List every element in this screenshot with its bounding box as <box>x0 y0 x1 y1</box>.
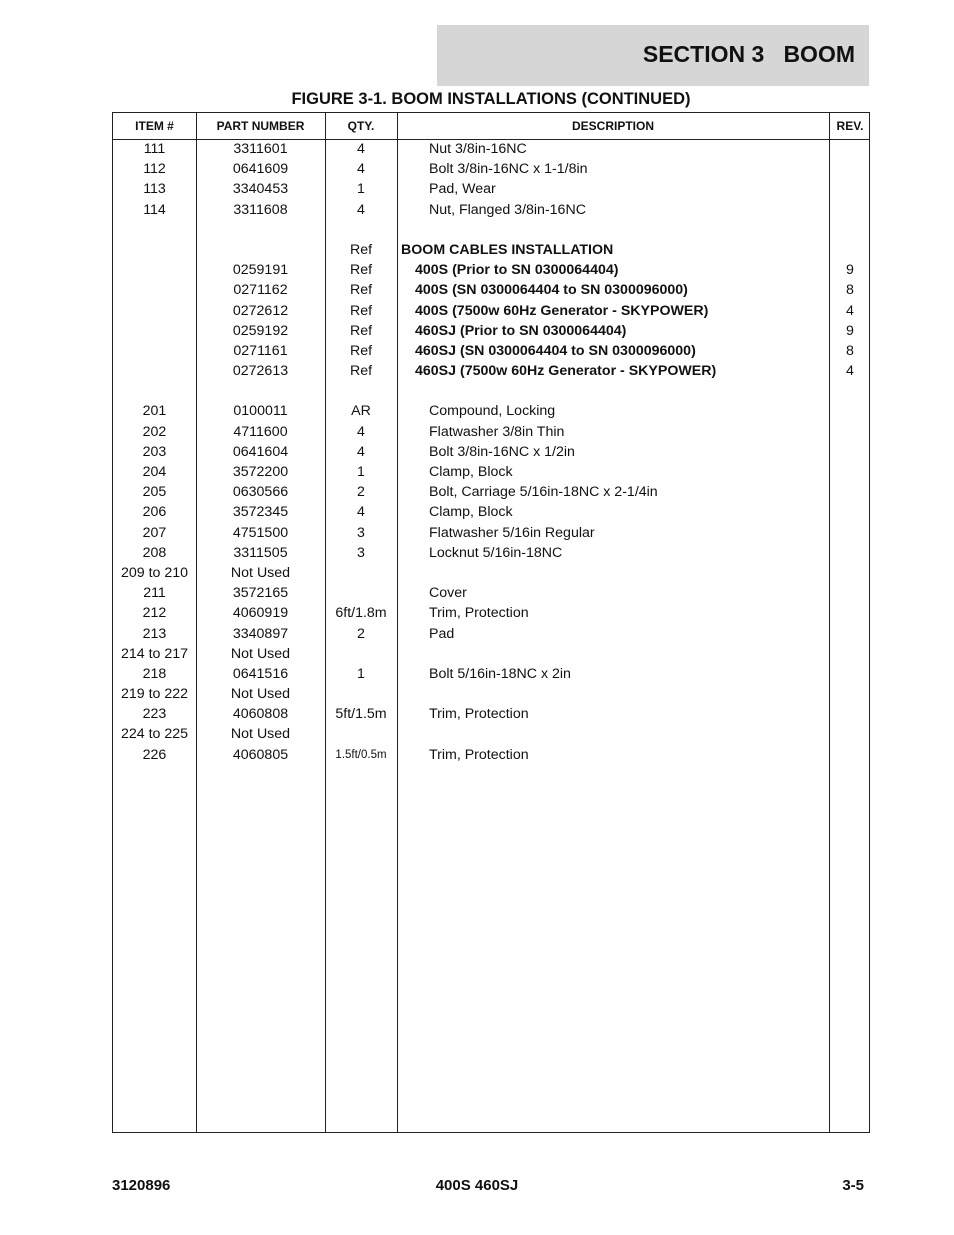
cell-qty: 3 <box>357 524 365 541</box>
section-header-band <box>437 25 869 86</box>
cell-qty: 1 <box>357 665 365 682</box>
column-header-item: ITEM # <box>135 119 174 133</box>
table-row <box>113 402 869 422</box>
cell-qty: 4 <box>357 504 365 521</box>
table-row <box>113 604 869 624</box>
cell-qty: 1 <box>357 181 365 198</box>
cell-part-number: 0271162 <box>233 282 288 299</box>
cell-description: Nut 3/8in-16NC <box>429 141 527 157</box>
cell-description: Clamp, Block <box>429 504 513 521</box>
cell-part-number: 3340897 <box>232 625 289 642</box>
table-row <box>113 140 869 160</box>
cell-part-number: 3311505 <box>233 544 288 561</box>
cell-rev: 9 <box>846 262 854 279</box>
table-row <box>113 584 869 604</box>
table-row <box>113 160 869 180</box>
cell-part-number: 0630566 <box>232 484 289 501</box>
cell-part-number: 4060805 <box>232 746 289 763</box>
cell-part-number: 0259192 <box>232 322 289 339</box>
cell-part-number: Not Used <box>230 726 291 743</box>
cell-qty: 5ft/1.5m <box>335 706 387 723</box>
table-row <box>113 362 869 382</box>
cell-part-number: 3340453 <box>232 181 289 198</box>
cell-part-number: 4060919 <box>232 605 289 622</box>
cell-item: 218 <box>142 665 167 682</box>
cell-description: Flatwasher 5/16in Regular <box>429 524 595 541</box>
cell-item: 219 to 222 <box>120 686 189 703</box>
cell-part-number: 3572200 <box>232 464 289 480</box>
cell-part-number: 3572165 <box>232 585 289 602</box>
table-row <box>113 322 869 342</box>
table-row <box>113 423 869 443</box>
cell-qty: Ref <box>349 342 373 359</box>
cell-qty: 2 <box>357 625 365 642</box>
cell-rev: 8 <box>846 282 854 299</box>
cell-item: 113 <box>143 181 166 198</box>
cell-part-number: 3572345 <box>232 504 289 521</box>
cell-qty: 1 <box>357 464 365 480</box>
cell-part-number: 0100011 <box>233 403 288 420</box>
cell-qty: 4 <box>357 443 365 460</box>
table-row <box>113 302 869 322</box>
cell-qty: Ref <box>349 322 373 339</box>
column-header-rev: REV. <box>836 119 864 133</box>
table-row <box>113 443 869 463</box>
cell-part-number: 0641604 <box>232 443 289 460</box>
cell-description: Pad <box>429 625 455 642</box>
cell-description: Locknut 5/16in-18NC <box>429 544 563 561</box>
table-row <box>113 483 869 503</box>
table-row <box>113 241 869 261</box>
cell-description: 460SJ (SN 0300064404 to SN 0300096000) <box>415 342 696 359</box>
cell-description: Bolt 3/8in-16NC x 1/2in <box>429 443 575 460</box>
cell-rev: 8 <box>846 342 854 359</box>
table-row <box>113 685 869 705</box>
cell-description: Bolt 3/8in-16NC x 1-1/8in <box>429 161 588 178</box>
table-row <box>113 665 869 685</box>
cell-description: 400S (Prior to SN 0300064404) <box>415 262 619 279</box>
cell-item: 211 <box>143 585 166 602</box>
cell-rev: 9 <box>846 322 854 339</box>
table-row <box>113 201 869 221</box>
table-row <box>113 746 869 766</box>
cell-description: 460SJ (Prior to SN 0300064404) <box>415 322 627 339</box>
cell-part-number: 4711600 <box>233 423 288 440</box>
cell-description: Cover <box>429 585 467 602</box>
cell-item: 111 <box>143 141 166 157</box>
table-row <box>113 645 869 665</box>
cell-part-number: 0272613 <box>232 363 289 380</box>
cell-item: 114 <box>143 201 166 218</box>
cell-part-number: 0641609 <box>232 161 289 178</box>
parts-table <box>112 112 870 1133</box>
table-row <box>113 625 869 645</box>
table-row <box>113 261 869 281</box>
cell-qty: 3 <box>357 544 365 561</box>
cell-item: 206 <box>142 504 167 521</box>
cell-item: 201 <box>142 403 167 420</box>
cell-part-number: 3311601 <box>233 141 288 157</box>
cell-qty: 1.5ft/0.5m <box>335 748 387 761</box>
cell-item: 214 to 217 <box>120 645 189 662</box>
table-row <box>113 564 869 584</box>
cell-description: Compound, Locking <box>429 403 556 420</box>
cell-part-number: Not Used <box>230 686 291 703</box>
cell-description: Trim, Protection <box>429 706 529 723</box>
column-header-qty: QTY. <box>347 119 375 133</box>
cell-item: 226 <box>142 746 167 763</box>
cell-qty: Ref <box>349 262 373 279</box>
cell-rev: 4 <box>846 363 854 380</box>
column-header-description: DESCRIPTION <box>571 119 654 133</box>
cell-part-number: 3311608 <box>233 201 288 218</box>
cell-description: Flatwasher 3/8in Thin <box>429 423 565 440</box>
cell-qty: Ref <box>349 282 373 299</box>
table-row <box>113 281 869 301</box>
cell-part-number: 4751500 <box>232 524 289 541</box>
footer-model: 400S 460SJ <box>435 1177 519 1194</box>
cell-qty: AR <box>351 403 371 420</box>
column-header-part-number: PART NUMBER <box>216 119 305 133</box>
table-row <box>113 503 869 523</box>
cell-qty: 4 <box>357 161 365 178</box>
table-row <box>113 544 869 564</box>
cell-description: BOOM CABLES INSTALLATION <box>401 241 614 258</box>
cell-item: 224 to 225 <box>120 726 189 743</box>
cell-qty: 4 <box>357 201 365 218</box>
cell-item: 207 <box>142 524 167 541</box>
table-row <box>113 725 869 745</box>
cell-item: 212 <box>142 605 167 622</box>
cell-item: 205 <box>142 484 167 501</box>
table-row <box>113 382 869 402</box>
cell-description: Trim, Protection <box>429 605 529 622</box>
table-row <box>113 342 869 362</box>
table-row <box>113 705 869 725</box>
cell-description: Pad, Wear <box>429 181 496 198</box>
cell-description: 400S (7500w 60Hz Generator - SKYPOWER) <box>415 302 709 319</box>
cell-rev: 4 <box>846 302 854 319</box>
cell-part-number: 4060808 <box>232 706 289 723</box>
cell-qty: Ref <box>349 302 373 319</box>
figure-title: FIGURE 3-1. BOOM INSTALLATIONS (CONTINUED) <box>291 90 691 108</box>
cell-description: Clamp, Block <box>429 464 513 480</box>
table-row <box>113 524 869 544</box>
cell-description: 460SJ (7500w 60Hz Generator - SKYPOWER) <box>415 363 717 380</box>
cell-item: 213 <box>142 625 167 642</box>
cell-description: 400S (SN 0300064404 to SN 0300096000) <box>415 282 688 299</box>
table-body <box>113 140 869 766</box>
cell-qty: Ref <box>349 363 373 380</box>
cell-description: Bolt 5/16in-18NC x 2in <box>429 665 571 682</box>
cell-item: 204 <box>142 464 167 480</box>
cell-part-number: 0641516 <box>232 665 289 682</box>
cell-description: Trim, Protection <box>429 746 529 763</box>
table-row <box>113 180 869 200</box>
cell-part-number: Not Used <box>230 645 291 662</box>
cell-qty: 4 <box>357 141 365 157</box>
cell-item: 112 <box>143 161 166 178</box>
cell-qty: 2 <box>357 484 365 501</box>
cell-item: 202 <box>142 423 167 440</box>
table-row <box>113 221 869 241</box>
footer-page-number: 3-5 <box>842 1177 864 1194</box>
cell-qty: 4 <box>357 423 365 440</box>
cell-item: 203 <box>142 443 167 460</box>
cell-part-number: 0271161 <box>233 342 288 359</box>
footer-doc-number: 3120896 <box>112 1177 171 1194</box>
cell-item: 208 <box>142 544 167 561</box>
cell-part-number: 0272612 <box>232 302 289 319</box>
table-row <box>113 463 869 483</box>
cell-qty: Ref <box>349 241 373 258</box>
cell-item: 209 to 210 <box>120 564 189 581</box>
cell-part-number: Not Used <box>230 564 291 581</box>
cell-description: Bolt, Carriage 5/16in-18NC x 2-1/4in <box>429 484 658 501</box>
cell-item: 223 <box>142 706 167 723</box>
cell-part-number: 0259191 <box>232 262 289 279</box>
cell-description: Nut, Flanged 3/8in-16NC <box>429 201 586 218</box>
section-title: SECTION 3 BOOM <box>642 41 855 67</box>
cell-qty: 6ft/1.8m <box>335 605 387 622</box>
